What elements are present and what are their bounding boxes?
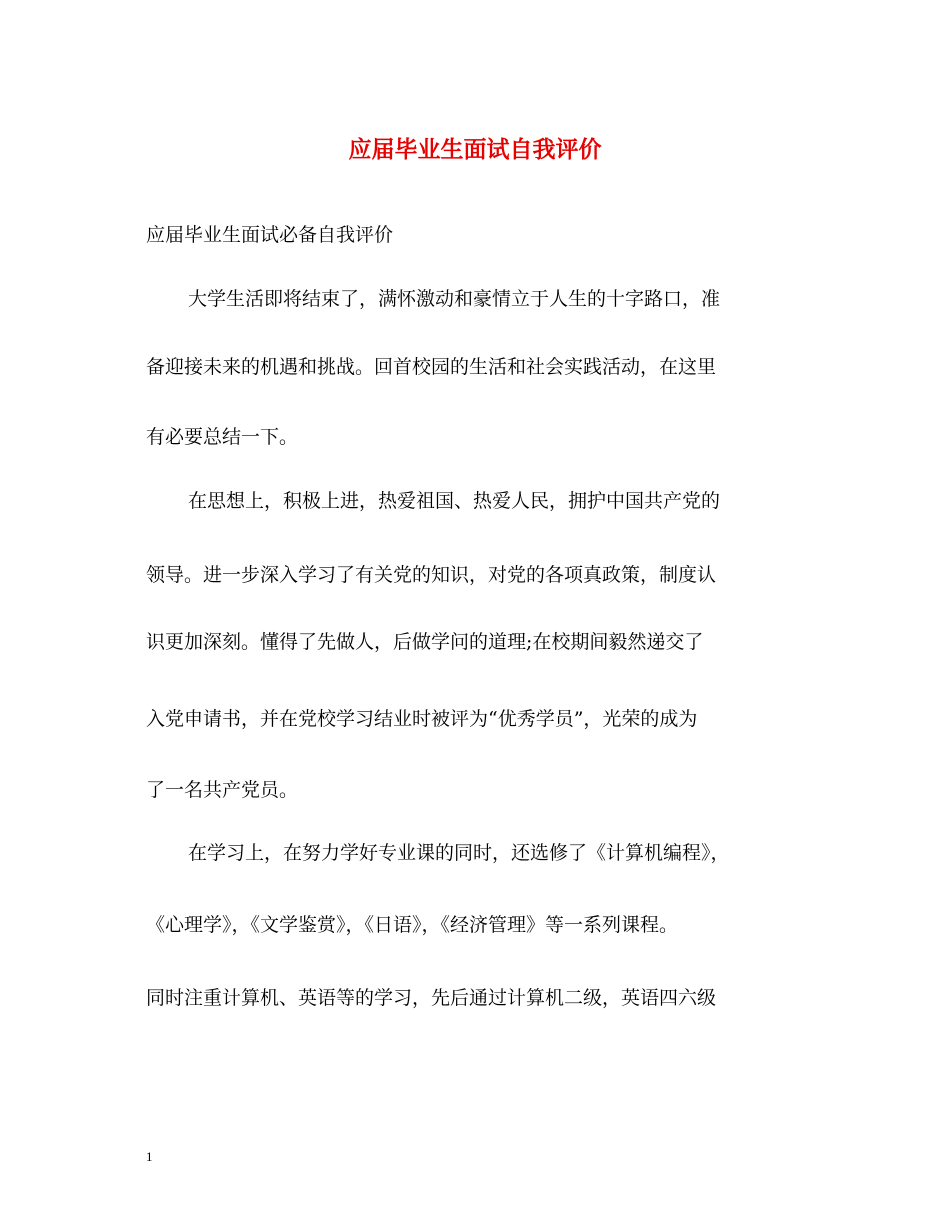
paragraph-line: 入党申请书，并在党校学习结业时被评为“优秀学员”，光荣的成为 [146, 708, 698, 730]
page-number: 1 [146, 1149, 153, 1164]
paragraph-line: 《心理学》，《文学鉴赏》，《日语》，《经济管理》等一系列课程。 [146, 914, 679, 936]
document-subtitle: 应届毕业生面试必备自我评价 [146, 224, 394, 246]
paragraph-line: 了一名共产党员。 [146, 779, 299, 801]
paragraph-line: 有必要总结一下。 [146, 426, 299, 448]
paragraph-line: 领导。进一步深入学习了有关党的知识，对党的各项真政策，制度认 [146, 564, 717, 586]
paragraph-line: 识更加深刻。懂得了先做人，后做学问的道理;在校期间毅然递交了 [146, 631, 704, 653]
paragraph-line: 在学习上，在努力学好专业课的同时，还选修了《计算机编程》， [188, 842, 730, 864]
paragraph-line: 大学生活即将结束了，满怀激动和豪情立于人生的十字路口，准 [188, 288, 721, 310]
paragraph-line: 同时注重计算机、英语等的学习，先后通过计算机二级，英语四六级 [146, 987, 717, 1009]
paragraph-line: 在思想上，积极上进，热爱祖国、热爱人民，拥护中国共产党的 [188, 490, 721, 512]
document-title: 应届毕业生面试自我评价 [348, 136, 602, 163]
paragraph-line: 备迎接未来的机遇和挑战。回首校园的生活和社会实践活动，在这里 [146, 356, 717, 378]
